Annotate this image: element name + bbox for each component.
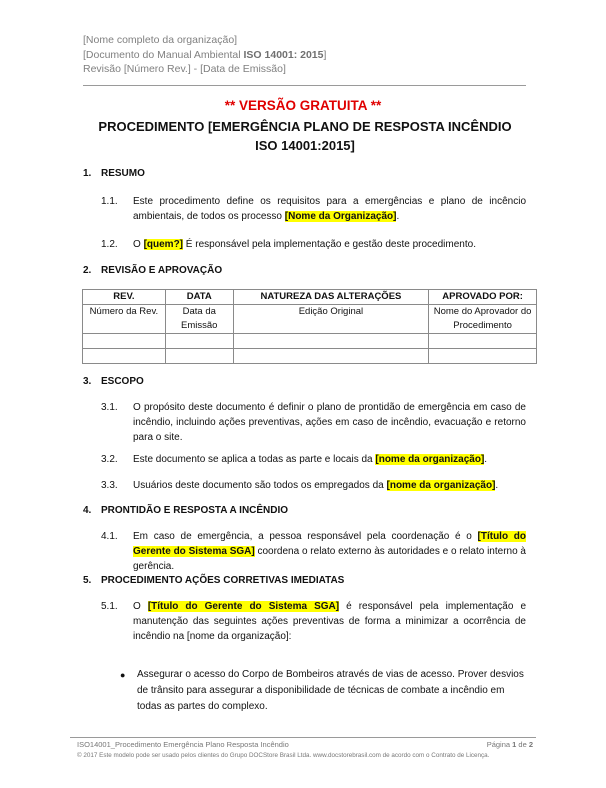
revision-line: Revisão [Número Rev.] - [Data de Emissão] <box>83 63 286 75</box>
placeholder-highlight: [Título do Gerente do Sistema SGA] <box>147 601 340 612</box>
section-heading: 2. REVISÃO E APROVAÇÃO <box>83 265 223 276</box>
page-number: Página 1 de 2 <box>486 740 533 749</box>
document-header <box>83 33 326 77</box>
paragraph: 3.2. Este documento se aplica a todas as parte e locais da [nome da organização]. <box>101 454 488 465</box>
table-cell: Nome do Aprovador do Procedimento <box>429 305 537 334</box>
table-row <box>83 305 537 334</box>
org-name: [Nome completo da organização] <box>83 34 238 46</box>
placeholder-highlight: [nome da organização] <box>375 454 485 465</box>
table-row <box>83 334 537 349</box>
section-heading: 4. PRONTIDÃO E RESPOSTA A INCÊNDIO <box>83 505 289 516</box>
placeholder-highlight: [Título do Gerente do Sistema SGA] <box>133 531 526 557</box>
footer-info <box>77 740 533 749</box>
footer-divider <box>70 737 536 738</box>
paragraph: 1.2. O [quem?] É responsável pela implementação e gestão deste procedimento. <box>101 239 476 250</box>
header-divider <box>83 85 526 86</box>
paragraph: 3.3. Usuários deste documento são todos os empregados da [nome da organização]. <box>101 480 499 491</box>
section-heading: 1. RESUMO <box>83 168 145 179</box>
table-cell: Data da Emissão <box>165 305 233 334</box>
placeholder-highlight: [nome da organização] <box>386 480 496 491</box>
placeholder-highlight: [Nome da Organização] <box>284 211 397 222</box>
table-row <box>83 349 537 364</box>
revision-table <box>82 289 537 364</box>
table-cell: Edição Original <box>233 305 428 334</box>
paragraph: 3.1. O propósito deste documento é definir o plano de prontidão de emergência em caso de incêndio, incluindo ações preventivas, ações em caso de incêndio, evacuação e retorno para o site. <box>101 402 526 443</box>
table-cell: Número da Rev. <box>83 305 166 334</box>
paragraph: 4.1. Em caso de emergência, a pessoa responsável pela coordenação é o [Título do Gerente do Sistema SGA] coordena o relato externo às autoridades e o relato interno à gerência. <box>101 531 526 572</box>
bullet-icon: ● <box>120 670 126 680</box>
doc-line: [Documento do Manual Ambiental ISO 14001: 2015] <box>83 48 327 61</box>
column-header: DATA <box>165 290 233 305</box>
footer-doc-name: ISO14001_Procedimento Emergência Plano Resposta Incêndio <box>77 740 289 749</box>
column-header: REV. <box>83 290 166 305</box>
document-title: PROCEDIMENTO [EMERGÊNCIA PLANO DE RESPOSTA INCÊNDIO ISO 14001:2015] <box>98 119 512 153</box>
footer-copyright: © 2017 Este modelo pode ser usado pelos clientes do Grupo DOCStore Brasil Ltda. www.docstorebrasil.com de acordo com o Contrato de Licença. <box>77 752 490 759</box>
paragraph: 5.1. O [Título do Gerente do Sistema SGA] é responsável pela implementação e manutenção das seguintes ações preventivas de forma a minimizar a ocorrência de incêndio na [nome da organização]: <box>101 601 527 642</box>
paragraph: 1.1. Este procedimento define os requisitos para a emergências e plano de incêncio ambientais, de todos os processo [Nome da Organização]. <box>101 196 526 222</box>
section-heading: 5. PROCEDIMENTO AÇÕES CORRETIVAS IMEDIATAS <box>83 575 345 586</box>
placeholder-highlight: [quem?] <box>143 239 184 250</box>
free-version-watermark: ** VERSÃO GRATUITA ** <box>224 98 382 113</box>
column-header: APROVADO POR: <box>429 290 537 305</box>
section-heading: 3. ESCOPO <box>83 376 144 387</box>
column-header: NATUREZA DAS ALTERAÇÕES <box>233 290 428 305</box>
list-item: ● Assegurar o acesso do Corpo de Bombeiros através de vias de acesso. Prover desvios de trânsito para assegurar a disponibilidade de técnicas de combate a incêndio em todas as partes do complexo. <box>120 669 524 712</box>
